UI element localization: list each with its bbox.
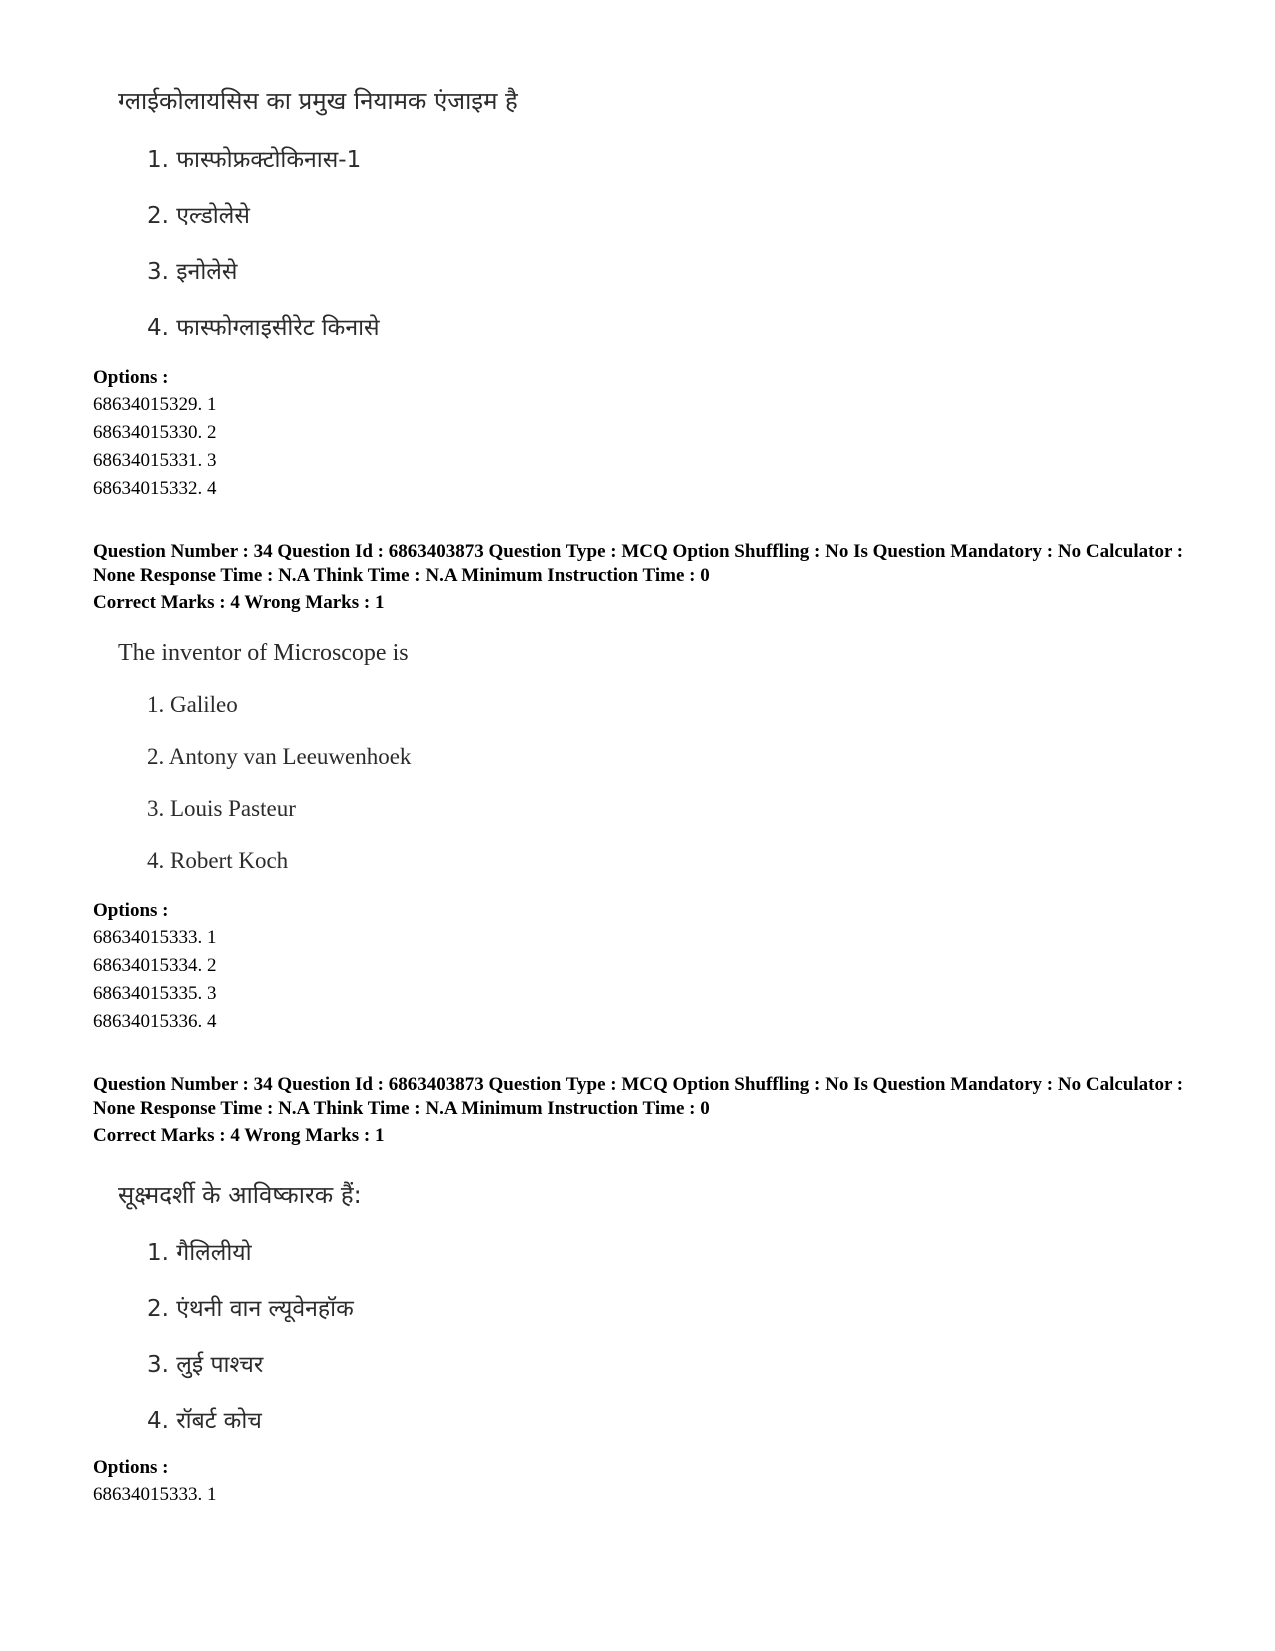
options-label: Options : — [93, 367, 169, 388]
option-id: 68634015330. 2 — [93, 422, 217, 443]
option-id: 68634015336. 4 — [93, 1011, 217, 1032]
question-text: The inventor of Microscope is — [118, 640, 409, 666]
question-choice: 3. लुई पाश्चर — [147, 1352, 264, 1378]
question-text: सूक्ष्मदर्शी के आविष्कारक हैं: — [118, 1181, 362, 1209]
options-label: Options : — [93, 1457, 169, 1478]
question-choice: 4. फास्फोग्लाइसीरेट किनासे — [147, 315, 380, 341]
option-id: 68634015334. 2 — [93, 955, 217, 976]
marks-line: Correct Marks : 4 Wrong Marks : 1 — [93, 592, 385, 613]
question-choice: 2. एंथनी वान ल्यूवेनहॉक — [147, 1296, 354, 1322]
question-meta: Question Number : 34 Question Id : 6863403873 Question Type : MCQ Option Shuffling : No Is Question Mandatory : No Calculator : None Response Time : N.A Think Time : N.A Minimum Instruction Time : 0 — [93, 1074, 1184, 1119]
option-id: 68634015333. 1 — [93, 1484, 217, 1505]
question-choice: 4. Robert Koch — [147, 848, 289, 873]
options-label: Options : — [93, 900, 169, 921]
question-choice: 1. गैलिलीयो — [147, 1240, 252, 1266]
option-id: 68634015333. 1 — [93, 927, 217, 948]
question-meta: Question Number : 34 Question Id : 6863403873 Question Type : MCQ Option Shuffling : No Is Question Mandatory : No Calculator : None Response Time : N.A Think Time : N.A Minimum Instruction Time : 0 — [93, 541, 1184, 586]
question-choice: 3. इनोलेसे — [147, 259, 238, 285]
question-choice: 4. रॉबर्ट कोच — [147, 1408, 262, 1434]
question-choice: 1. Galileo — [147, 692, 238, 717]
option-id: 68634015335. 3 — [93, 983, 217, 1004]
option-id: 68634015331. 3 — [93, 450, 217, 471]
question-choice: 1. फास्फोफ्रक्टोकिनास-1 — [147, 147, 362, 173]
question-choice: 2. Antony van Leeuwenhoek — [147, 744, 412, 769]
question-choice: 3. Louis Pasteur — [147, 796, 296, 821]
question-text: ग्लाईकोलायसिस का प्रमुख नियामक एंजाइम है — [118, 87, 518, 115]
option-id: 68634015332. 4 — [93, 478, 217, 499]
option-id: 68634015329. 1 — [93, 394, 217, 415]
question-choice: 2. एल्डोलेसे — [147, 203, 250, 229]
marks-line: Correct Marks : 4 Wrong Marks : 1 — [93, 1125, 385, 1146]
